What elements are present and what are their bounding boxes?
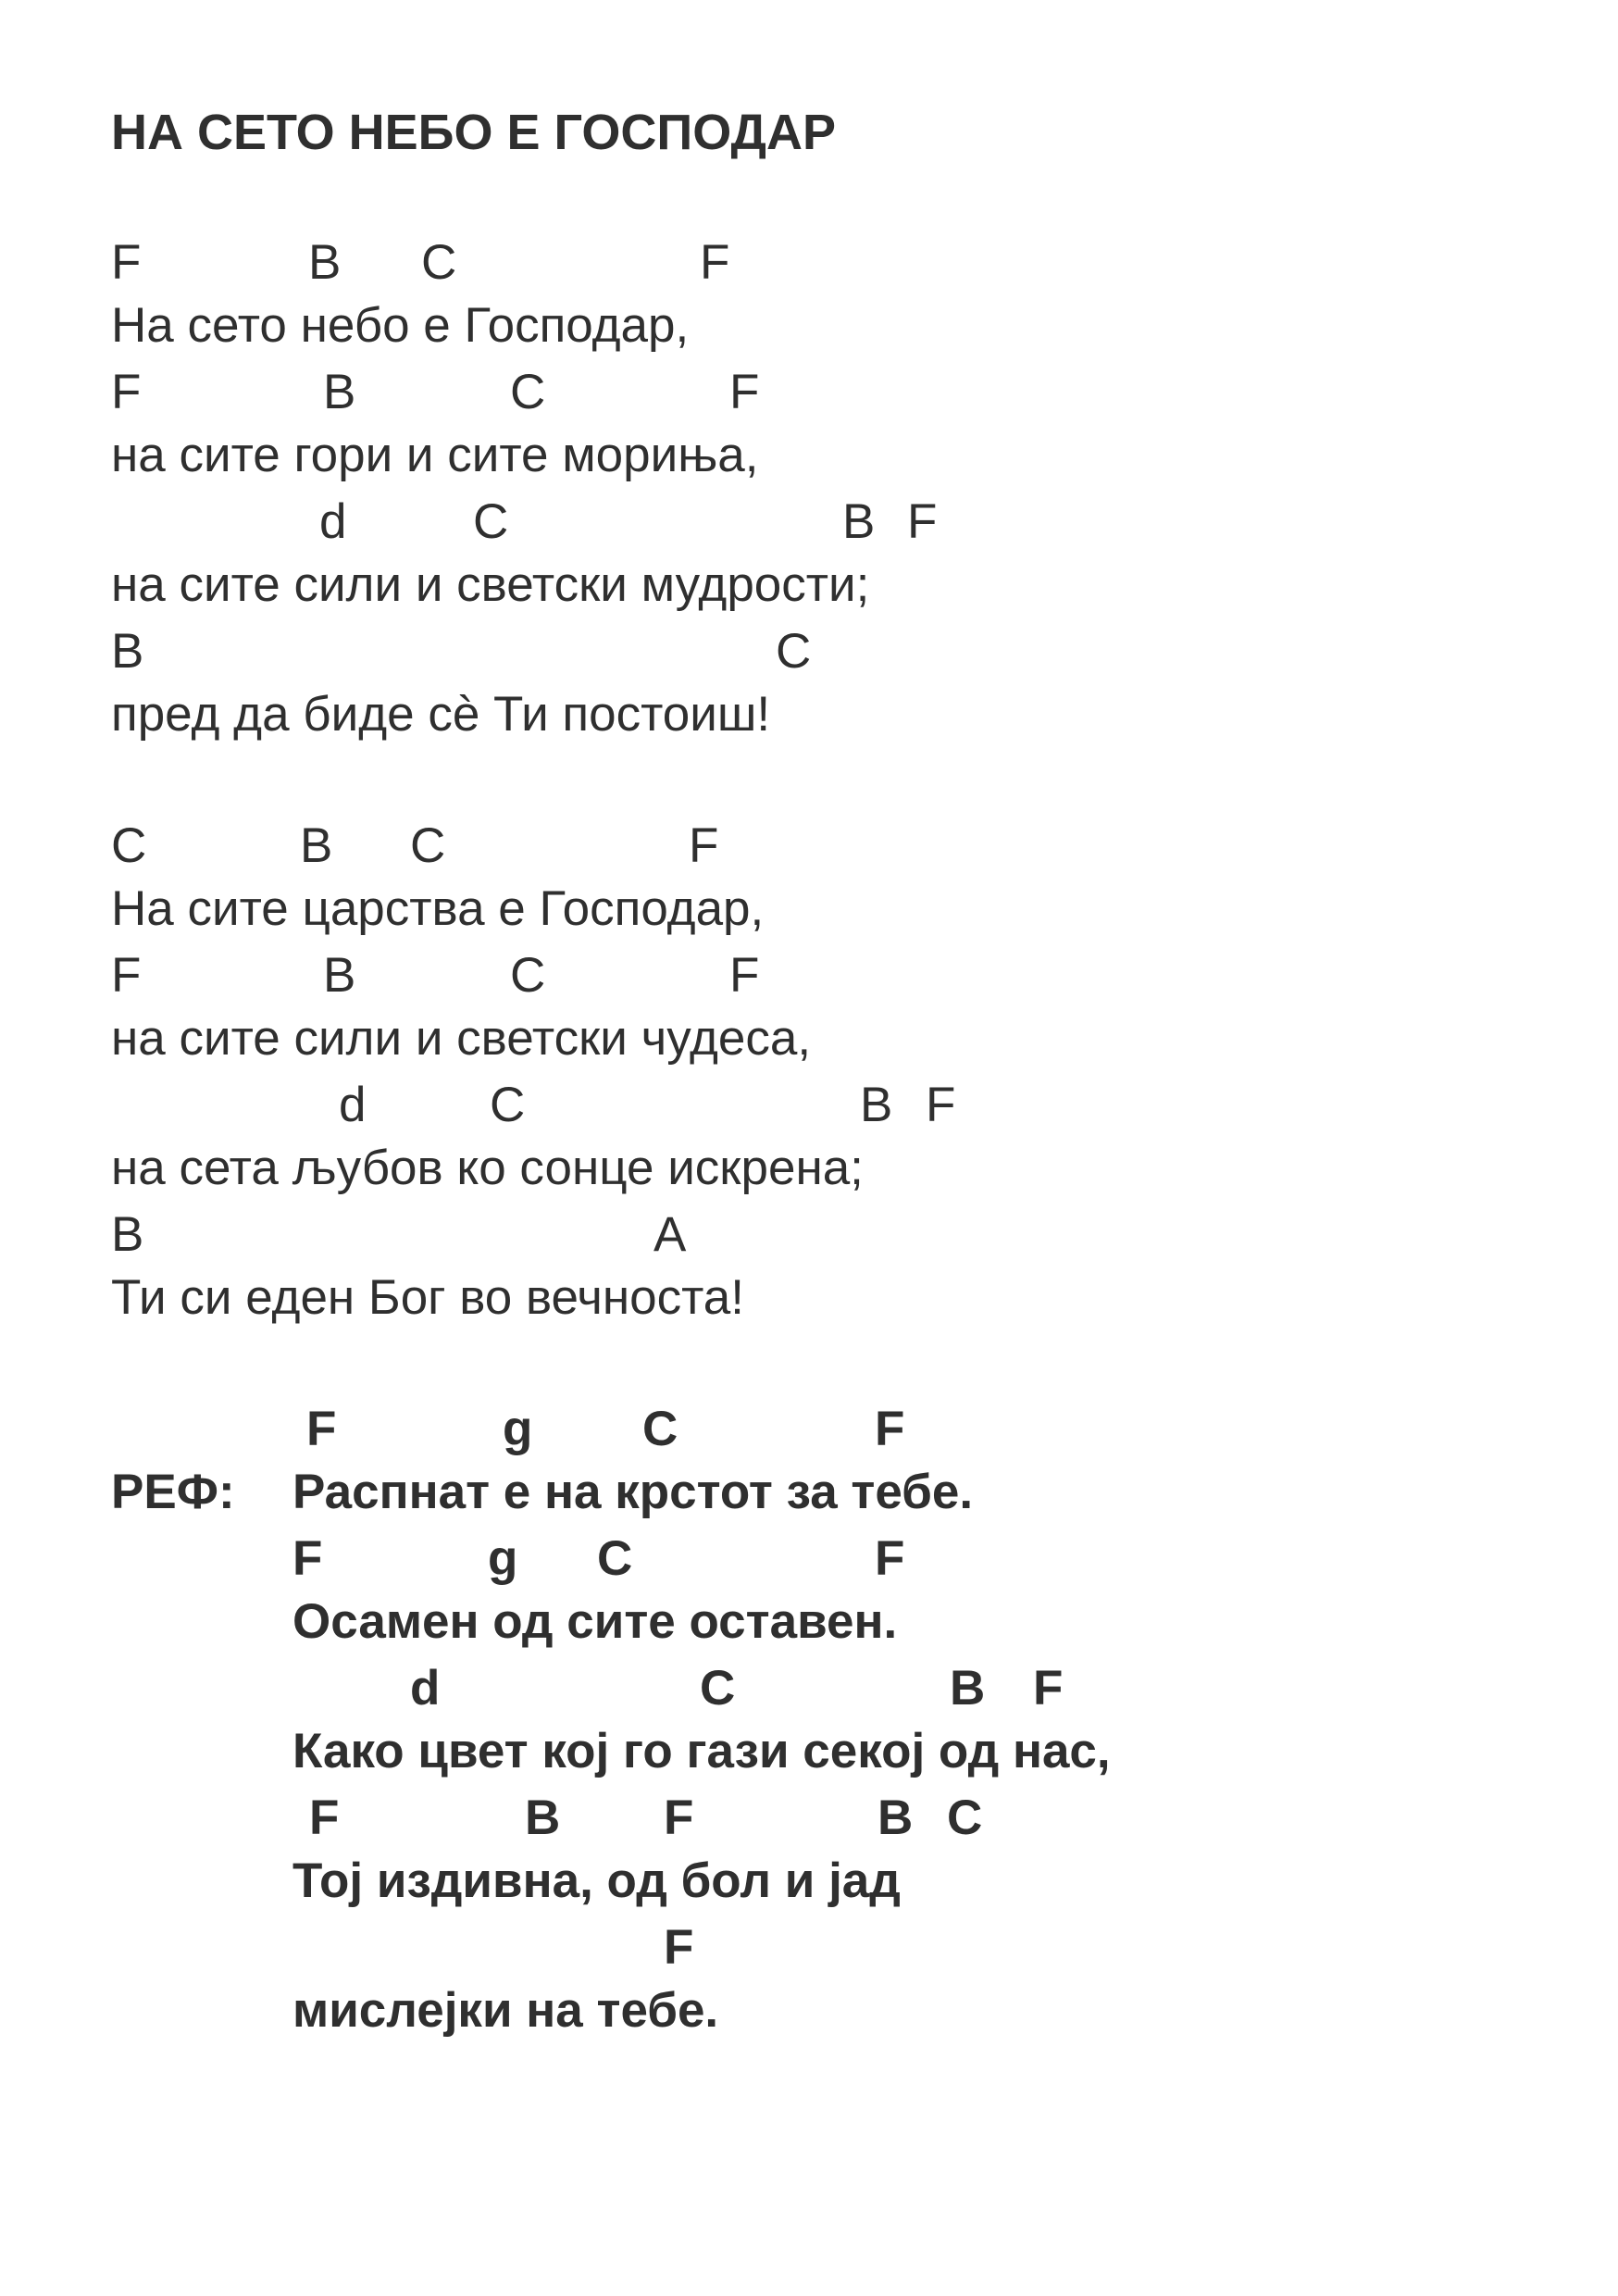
chord: C [490,1078,526,1132]
lyric-text: на сите сили и светски мудрости; [111,557,870,612]
chord: g [488,1531,518,1586]
chord: C [111,818,147,873]
chord: F [907,494,938,549]
chord: d [410,1661,441,1716]
chord: g [503,1402,533,1456]
chord: F [111,365,142,419]
lyric-line [0,552,1618,617]
chord: F [111,948,142,1003]
chord: B [950,1661,986,1716]
chord-line [0,941,1618,1005]
song-title: НА СЕТО НЕБО Е ГОСПОДАР [111,105,836,160]
chord: C [410,818,446,873]
lyric-line [0,681,1618,746]
chord-line [0,487,1618,552]
chord-line [0,357,1618,422]
chord-line [0,1913,1618,1978]
chord: B [111,1207,144,1262]
chord: F [875,1531,905,1586]
lyric-text: на сите гори и сите морињa, [111,428,759,482]
chord-line [0,811,1618,876]
lyric-line [0,1135,1618,1200]
lyric-line [0,1005,1618,1070]
lyric-line [0,1459,1618,1524]
chord: F [664,1920,694,1975]
refrain-label: РЕФ: [111,1465,235,1519]
chord: F [111,235,142,290]
chord: F [309,1791,340,1845]
lyric-text: На сите царства е Господар, [111,881,765,936]
lyric-text: На сето небо е Господар, [111,298,690,353]
chord-line [0,1200,1618,1265]
chord: F [729,365,760,419]
lyric-text: Како цвет кој го гази секој од нас, [292,1724,1111,1778]
chord-line [0,1653,1618,1718]
lyric-text: пред да биде сѐ Ти постоиш! [111,687,771,742]
chord: F [689,818,719,873]
chord: C [776,624,812,679]
lyric-line [0,1978,1618,2042]
lyric-line [0,1265,1618,1329]
chord: F [664,1791,694,1845]
chord: C [700,1661,736,1716]
chord: B [300,818,333,873]
chord: F [292,1531,323,1586]
chord: F [926,1078,956,1132]
chord: C [473,494,509,549]
chord: F [729,948,760,1003]
chord: B [860,1078,893,1132]
chord-line [0,1524,1618,1589]
lyric-text: Осамен од сите оставен. [292,1594,898,1649]
lyric-line [0,1848,1618,1913]
lyric-line [0,293,1618,357]
verse-2 [0,811,1618,1329]
lyric-line [0,1718,1618,1783]
lyric-line [0,422,1618,487]
chord: F [700,235,730,290]
chord-line [0,228,1618,293]
lyric-line [0,1589,1618,1653]
chord: C [510,365,546,419]
verse-1 [0,228,1618,746]
chord: F [306,1402,337,1456]
lyric-text: Распнат е на крстот за тебе. [292,1465,974,1519]
refrain [0,1394,1618,2042]
chord: B [323,948,356,1003]
lyric-text: мислејки на тебе. [292,1983,719,2038]
chord: F [1033,1661,1064,1716]
chord: F [875,1402,905,1456]
chord: C [510,948,546,1003]
lyric-text: Тој издивна, од бол и јад [292,1853,901,1908]
lyric-text: на сите сили и светски чудеса, [111,1011,812,1066]
chord-line [0,617,1618,681]
lyric-text: Ти си еден Бог во вечноста! [111,1270,745,1325]
chord: A [653,1207,687,1262]
chord: C [597,1531,633,1586]
chord: C [421,235,457,290]
chord: C [947,1791,983,1845]
chord: B [111,624,144,679]
chord-line [0,1783,1618,1848]
chord: C [642,1402,678,1456]
chord: B [842,494,876,549]
chord-line [0,1394,1618,1459]
lyric-line [0,876,1618,941]
chord: B [308,235,342,290]
lyric-text: на сета љубов ко сонце искрена; [111,1141,864,1195]
chord: d [339,1078,367,1132]
chord: B [323,365,356,419]
chord: B [525,1791,561,1845]
chord-line [0,1070,1618,1135]
chord: B [877,1791,914,1845]
chord: d [319,494,347,549]
